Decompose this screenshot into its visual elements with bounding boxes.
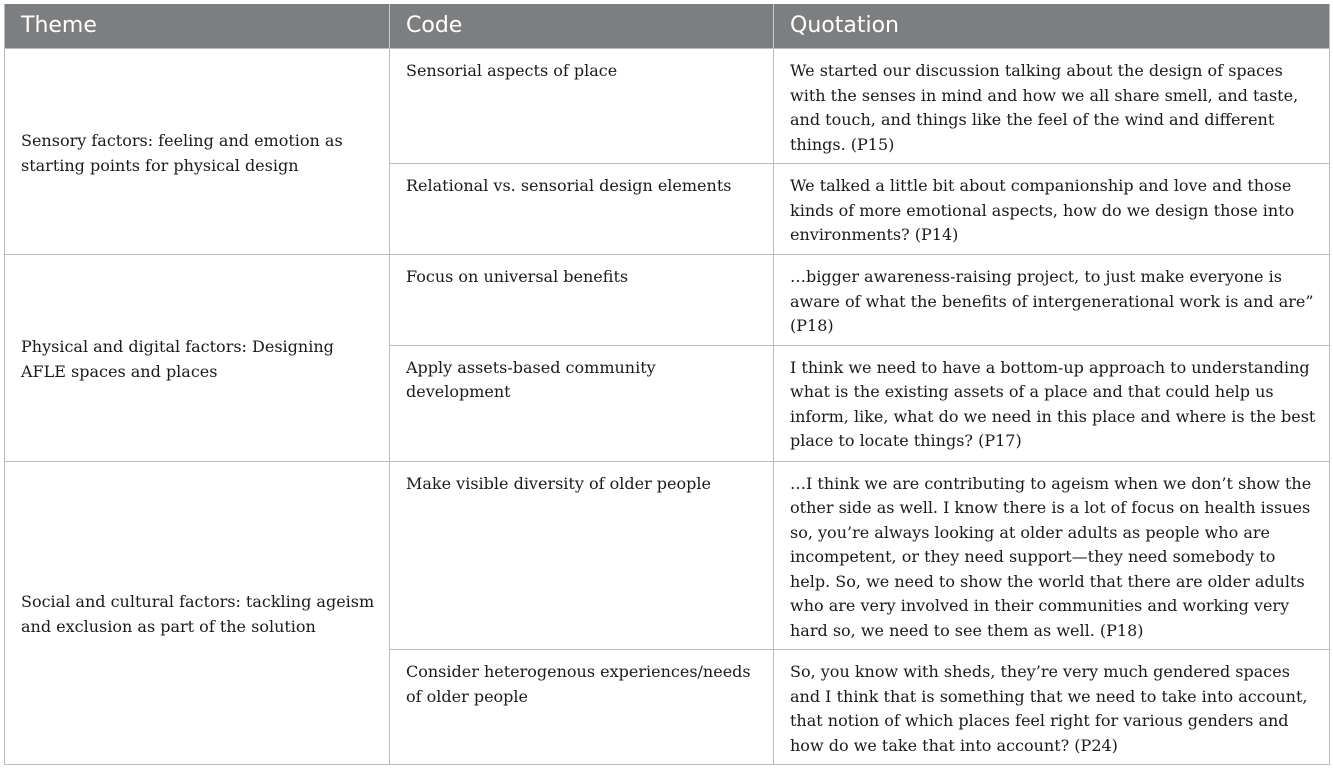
header-theme: Theme	[5, 4, 390, 49]
themes-table	[4, 4, 1330, 765]
quotation-cell: …bigger awareness-raising project, to just make everyone is aware of what the benefits of intergenerational work is and are” (P18)	[774, 255, 1330, 346]
table-row	[5, 49, 1330, 164]
header-row	[5, 4, 1330, 49]
table-row	[5, 461, 1330, 650]
theme-cell: Physical and digital factors: Designing AFLE spaces and places	[5, 255, 390, 462]
theme-cell: Sensory factors: feeling and emotion as starting points for physical design	[5, 49, 390, 255]
quotation-cell: We talked a little bit about companionship and love and those kinds of more emotional aspects, how do we design those into environments? (P14)	[774, 164, 1330, 255]
quotation-cell: So, you know with sheds, they’re very much gendered spaces and I think that is something that we need to take into account, that notion of which places feel right for various genders and how do we take that into account? (P24)	[774, 650, 1330, 765]
code-cell: Consider heterogenous experiences/needs of older people	[390, 650, 774, 765]
code-cell: Sensorial aspects of place	[390, 49, 774, 164]
table-row	[5, 255, 1330, 346]
table-header	[5, 4, 1330, 49]
header-quotation: Quotation	[774, 4, 1330, 49]
quotation-cell: We started our discussion talking about the design of spaces with the senses in mind and how we all share smell, and taste, and touch, and things like the feel of the wind and different things. (P15)	[774, 49, 1330, 164]
code-cell: Make visible diversity of older people	[390, 461, 774, 650]
header-code: Code	[390, 4, 774, 49]
quotation-cell: I think we need to have a bottom-up approach to understanding what is the existing assets of a place and that could help us inform, like, what do we need in this place and where is the best place to locate things? (P17)	[774, 345, 1330, 461]
code-cell: Relational vs. sensorial design elements	[390, 164, 774, 255]
table-body	[5, 49, 1330, 765]
code-cell: Apply assets-based community development	[390, 345, 774, 461]
code-cell: Focus on universal benefits	[390, 255, 774, 346]
quotation-cell: …I think we are contributing to ageism when we don’t show the other side as well. I know there is a lot of focus on health issues so, you’re always looking at older adults as people who are incompetent, or they need support—they need somebody to help. So, we need to show the world that there are older adults who are very involved in their communities and working very hard so, we need to see them as well. (P18)	[774, 461, 1330, 650]
theme-cell: Social and cultural factors: tackling ageism and exclusion as part of the solution	[5, 461, 390, 765]
